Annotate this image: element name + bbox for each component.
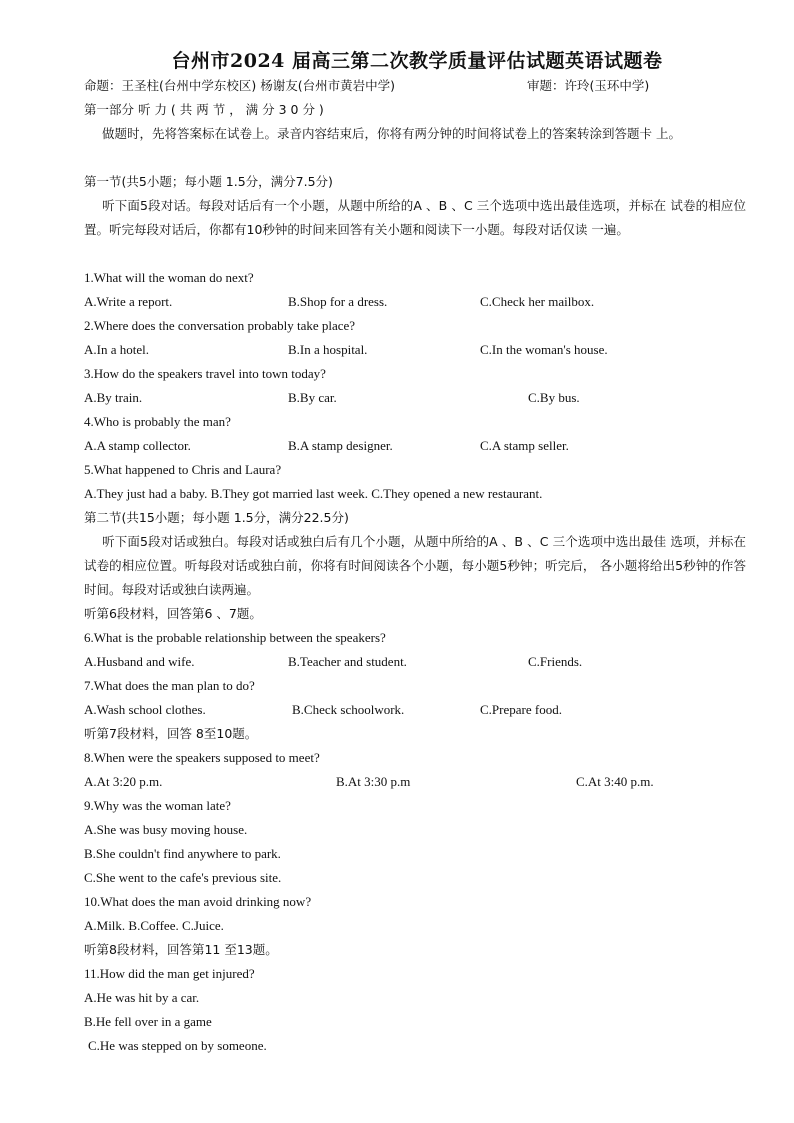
q10-options: A.Milk. B.Coffee. C.Juice. bbox=[84, 918, 224, 933]
q11-option-a: A.He was hit by a car. bbox=[84, 990, 200, 1005]
q4-option-c: C.A stamp seller. bbox=[480, 438, 569, 453]
question-3: 3.How do the speakers travel into town today? bbox=[84, 366, 326, 381]
reviewer-line: 审题：许玲(玉环中学) bbox=[527, 78, 650, 93]
q8-option-c: C.At 3:40 p.m. bbox=[576, 774, 654, 789]
section2-intro bbox=[84, 530, 746, 602]
page-title: 台州市2024 届高三第二次教学质量评估试题英语试题卷 bbox=[171, 50, 663, 72]
section1-heading: 第一节(共5小题；每小题 1.5分，满分7.5分) bbox=[84, 174, 333, 189]
q7-option-b: B.Check schoolwork. bbox=[292, 702, 405, 717]
question-11: 11.How did the man get injured? bbox=[84, 966, 255, 981]
q2-option-a: A.In a hotel. bbox=[84, 342, 149, 357]
q3-option-c: C.By bus. bbox=[528, 390, 580, 405]
question-7: 7.What does the man plan to do? bbox=[84, 678, 255, 693]
q6-option-c: C.Friends. bbox=[528, 654, 583, 669]
part1-intro bbox=[84, 122, 746, 146]
question-8: 8.When were the speakers supposed to meet? bbox=[84, 750, 320, 765]
q11-option-b: B.He fell over in a game bbox=[84, 1014, 212, 1029]
q6-option-a: A.Husband and wife. bbox=[84, 654, 195, 669]
question-6: 6.What is the probable relationship between the speakers? bbox=[84, 630, 386, 645]
part1-intro-text: 做题时，先将答案标在试卷上。录音内容结束后，你将有两分钟的时间将试卷上的答案转涂到答题卡 上。 bbox=[102, 126, 681, 141]
question-4: 4.Who is probably the man? bbox=[84, 414, 231, 429]
q7-option-c: C.Prepare food. bbox=[480, 702, 562, 717]
q3-option-a: A.By train. bbox=[84, 390, 143, 405]
q5-options: A.They just had a baby. B.They got married last week. C.They opened a new restaurant. bbox=[84, 486, 543, 501]
material7-heading: 听第7段材料，回答 8至10题。 bbox=[84, 726, 258, 741]
q4-option-a: A.A stamp collector. bbox=[84, 438, 191, 453]
q8-option-b: B.At 3:30 p.m bbox=[336, 774, 411, 789]
part1-heading: 第一部分 听 力 ( 共 两 节 ， 满 分 3 0 分 ) bbox=[84, 102, 324, 117]
authors-line: 命题：王圣柱(台州中学东校区) 杨谢友(台州市黄岩中学) bbox=[84, 78, 395, 93]
material8-heading: 听第8段材料，回答第11 至13题。 bbox=[84, 942, 278, 957]
question-9: 9.Why was the woman late? bbox=[84, 798, 231, 813]
q4-option-b: B.A stamp designer. bbox=[288, 438, 393, 453]
question-1: 1.What will the woman do next? bbox=[84, 270, 254, 285]
q2-option-c: C.In the woman's house. bbox=[480, 342, 608, 357]
q1-option-a: A.Write a report. bbox=[84, 294, 173, 309]
section1-intro bbox=[84, 194, 746, 242]
q9-option-a: A.She was busy moving house. bbox=[84, 822, 248, 837]
section1-intro-text: 听下面5段对话。每段对话后有一个小题，从题中所给的A 、B 、C 三个选项中选出最佳选项，并标在 试卷的相应位置。听完每段对话后，你都有10秒钟的时间来回答有关小题和阅读下一小题。每段对话仅读 一遍。 bbox=[84, 198, 746, 237]
q1-option-c: C.Check her mailbox. bbox=[480, 294, 595, 309]
question-10: 10.What does the man avoid drinking now? bbox=[84, 894, 312, 909]
question-5: 5.What happened to Chris and Laura? bbox=[84, 462, 282, 477]
q7-option-a: A.Wash school clothes. bbox=[84, 702, 206, 717]
q9-option-b: B.She couldn't find anywhere to park. bbox=[84, 846, 281, 861]
question-2: 2.Where does the conversation probably take place? bbox=[84, 318, 356, 333]
q8-option-a: A.At 3:20 p.m. bbox=[84, 774, 163, 789]
q2-option-b: B.In a hospital. bbox=[288, 342, 368, 357]
section2-heading: 第二节(共15小题；每小题 1.5分，满分22.5分) bbox=[84, 510, 349, 525]
q11-option-c: C.He was stepped on by someone. bbox=[88, 1038, 267, 1053]
q9-option-c: C.She went to the cafe's previous site. bbox=[84, 870, 282, 885]
material6-heading: 听第6段材料，回答第6 、7题。 bbox=[84, 606, 262, 621]
q3-option-b: B.By car. bbox=[288, 390, 337, 405]
q6-option-b: B.Teacher and student. bbox=[288, 654, 407, 669]
q1-option-b: B.Shop for a dress. bbox=[288, 294, 388, 309]
section2-intro-text: 听下面5段对话或独白。每段对话或独白后有几个小题，从题中所给的A 、B 、C 三个选项中选出最佳 选项，并标在试卷的相应位置。听每段对话或独白前，你将有时间阅读各个小题，每小题5秒钟；听完后， 各小题将给出5秒钟的作答时间。每段对话或独白读两遍。 bbox=[84, 534, 746, 597]
